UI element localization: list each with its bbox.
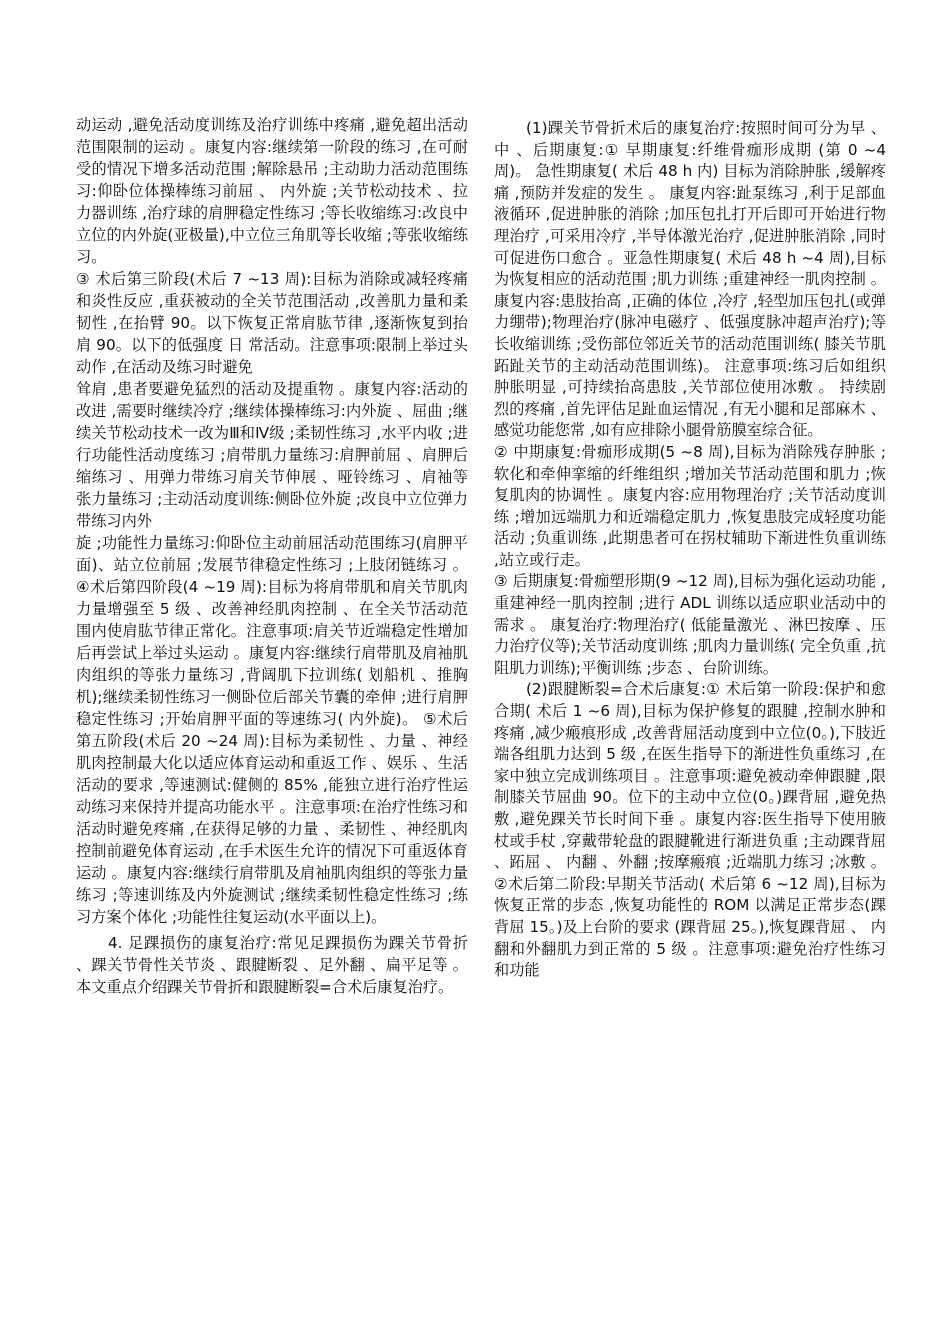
left-paragraph-1: 动运动 ,避免活动度训练及治疗训练中疼痛 ,避免超出活动范围限制的运动 。康复内容:继续第一阶段的练习 ,在可耐受的情况下增多活动范围 ;解除悬吊 ;主动助力活动范围练习:仰卧位体操棒练习前屈 、 内外旋 ;关节松动技术 、拉力器训练 ,治疗球的肩胛稳定性练习 ;等长收缩练习:改良中立位的内外旋(亚极量),中立位三角肌等长收缩 ;等张收缩练习。 bbox=[76, 116, 468, 266]
left-paragraph-4: 旋 ;功能性力量练习:仰卧位主动前屈活动范围练习(肩胛平面)、站立位前屈 ;发展节律稳定性练习 ;上肢闭链练习 。④术后第四阶段(4 ~19 周):目标为将肩带肌和肩关节肌肉力量增强至 5 级 、改善神经肌肉控制 、在全关节活动范围内使肩肱节律正常化。注意事项:肩关节近端稳定性增加后再尝试上举过头运动 。康复内容:继续行肩带肌及肩袖肌肉组织的等张力量练习 ,背阔肌下拉训练( 划船机 、推胸机);继续柔韧性练习一侧卧位后部关节囊的牵伸 ;进行肩胛稳定性练习 ;开始肩胛平面的等速练习( 内外旋)。 ⑤术后第五阶段(术后 20 ~24 周):目标为柔韧性 、力量 、神经肌肉控制最大化以适应体育运动和重返工作 、娱乐 、生活活动的要求 ,等速测试:健侧的 85% ,能独立进行治疗性运动练习来保持并提高功能水平 。注意事项:在治疗性练习和活动时避免疼痛 ,在获得足够的力量 、柔韧性 、神经肌肉控制前避免体育运动 ,在手术医生允许的情况下可重返体育运动 。康复内容:继续行肩带肌及肩袖肌肉组织的等张力量练习 ;等速训练及内外旋测试 ;继续柔韧性稳定性练习 ;练习方案个体化 ;功能性往复运动(水平面以上)。 bbox=[76, 534, 468, 926]
left-column bbox=[76, 114, 468, 998]
right-column bbox=[494, 118, 886, 982]
left-paragraph-2: ③ 术后第三阶段(术后 7 ~13 周):目标为消除或减轻疼痛和炎性反应 ,重获被动的全关节范围活动 ,改善肌力量和柔韧性 ,在抬臂 90。以下恢复正常肩肱节律 ,逐渐恢复到抬肩 90。以下的低强度 日 常活动。注意事项:限制上举过头动作 ,在活动及练习时避免 bbox=[76, 270, 468, 376]
left-paragraph-5: 4. 足踝损伤的康复治疗:常见足踝损伤为踝关节骨折 、踝关节骨性关节炎 、跟腱断裂 、足外翻 、扁平足等 。本文重点介绍踝关节骨折和跟腱断裂=合术后康复治疗。 bbox=[76, 934, 468, 996]
right-paragraph-4: (2)跟腱断裂=合术后康复:① 术后第一阶段:保护和愈合期( 术后 1 ~6 周),目标为保护修复的跟腱 ,控制水肿和疼痛 ,减少瘢痕形成 ,改善背屈活动度到中立位(0。),下肢近端各组肌力达到 5 级 ,在医生指导下的渐进性负重练习 ,在家中独立完成训练项目 。注意事项:避免被动牵伸跟腱 ,限制膝关节屈曲 90。位下的主动中立位(0。)踝背屈 ,避免热敷 ,避免踝关节长时间下垂 。康复内容:医生指导下使用腋杖或手杖 ,穿戴带轮盘的跟腱靴进行渐进负重 ;主动踝背屈 、跖屈 、 内翻 、外翻 ;按摩瘢痕 ;近端肌力练习 ;冰敷 。 ②术后第二阶段:早期关节活动( 术后第 6 ~12 周),目标为恢复正常的步态 ,恢复功能性的 ROM 以满足正常步态(踝背屈 15。)及上台阶的要求 (踝背屈 25。),恢复踝背屈 、 内翻和外翻肌力到正常的 5 级 。注意事项:避免治疗性练习和功能 bbox=[494, 680, 886, 980]
right-paragraph-3: ③ 后期康复:骨痂塑形期(9 ~12 周),目标为强化运动功能 ,重建神经一肌肉控制 ;进行 ADL 训练以适应职业活动中的需求 。 康复治疗:物理治疗( 低能量激光 、淋巴按摩 、压力治疗仪等);关节活动度训练 ;肌肉力量训练( 完全负重 ,抗阻肌力训练);平衡训练 ;步态 、台阶训练。 bbox=[494, 572, 886, 677]
right-paragraph-1: (1)踝关节骨折术后的康复治疗:按照时间可分为早 、 中 、后期康复:① 早期康复:纤维骨痂形成期 (第 0 ~4 周)。 急性期康复( 术后 48 h 内) 目标为消除肿胀 ,缓解疼痛 ,预防并发症的发生 。 康复内容:趾泵练习 ,利于足部血液循环 ,促进肿胀的消除 ;加压包扎打开后即可开始进行物理治疗 ,可采用冷疗 ,半导体激光治疗 ,促进肿胀消除 ,同时可促进伤口愈合 。亚急性期康复( 术后 48 h ~4 周),目标为恢复相应的活动范围 ;肌力训练 ;重建神经一肌肉控制 。康复内容:患肢抬高 ,正确的体位 ,冷疗 ,轻型加压包扎(或弹力绷带);物理治疗(脉冲电磁疗 、低强度脉冲超声治疗);等长收缩训练 ;受伤部位邻近关节的活动范围训练( 膝关节肌跖趾关节的主动活动范围训练)。 注意事项:练习后如组织肿胀明显 ,可持续抬高患肢 ,关节部位使用冰敷 。 持续剧烈的疼痛 ,首先评估足趾血运情况 ,有无小腿和足部麻木 、 感觉功能您常 ,如有应排除小腿骨筋膜室综合征。 bbox=[494, 119, 886, 440]
left-paragraph-3: 耸肩 ,患者要避免猛烈的活动及提重物 。康复内容:活动的改进 ,需要时继续冷疗 ;继续体操棒练习:内外旋 、屈曲 ;继续关节松动技术一改为Ⅲ和Ⅳ级 ;柔韧性练习 ,水平内收 ;进行功能性活动度练习 ;肩带肌力量练习:肩胛前屈 、肩胛后缩练习 、用弹力带练习肩关节伸展 、哑铃练习 、肩袖等张力量练习 ;主动活动度训练:侧卧位外旋 ;改良中立位弹力带练习内外 bbox=[76, 380, 468, 530]
right-paragraph-2: ② 中期康复:骨痂形成期(5 ~8 周),目标为消除残存肿胀 ;软化和牵伸挛缩的纤维组织 ;增加关节活动范围和肌力 ;恢复肌肉的协调性 。康复内容:应用物理治疗 ;关节活动度训练 ;增加远端肌力和近端稳定肌力 ,恢复患肢完成轻度功能活动 ;负重训练 ,此期患者可在拐杖辅助下渐进性负重训练 ,站立或行走。 bbox=[494, 442, 886, 569]
